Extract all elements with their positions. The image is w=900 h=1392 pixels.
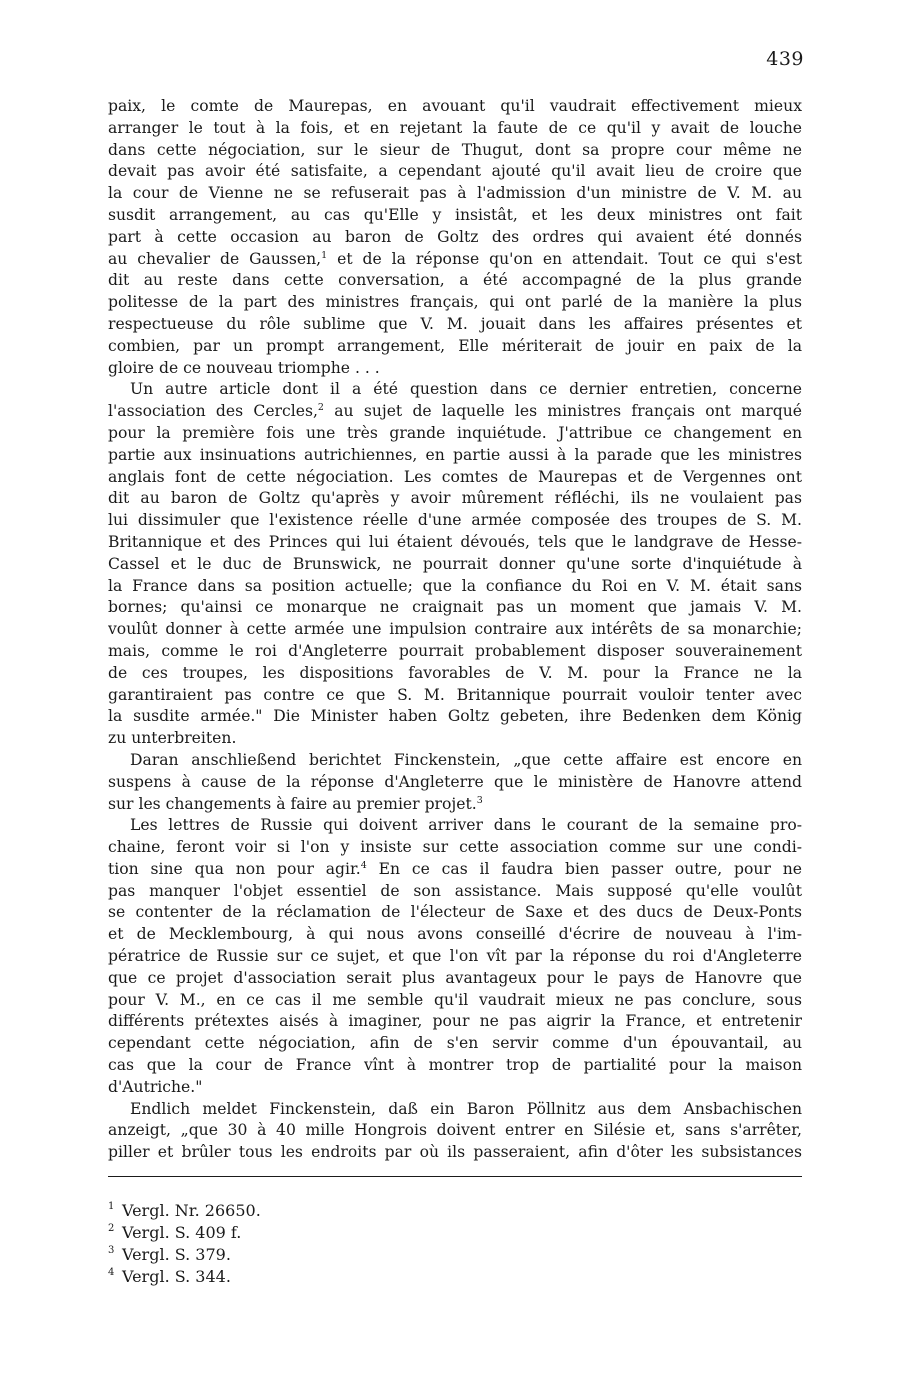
- text-line: [108, 445, 802, 467]
- line-text: politesse de la part des ministres français, qui ont parlé de la manière la plus: [108, 293, 802, 312]
- line-text: d'Autriche.": [108, 1077, 203, 1096]
- line-text: garantiraient pas contre ce que S. M. Britannique pourrait vouloir tenter avec: [108, 685, 802, 704]
- text-line: [108, 118, 802, 140]
- text-line: [108, 924, 802, 946]
- text-line: [108, 663, 802, 685]
- text-line: [108, 1142, 802, 1164]
- footnotes: [108, 1196, 261, 1284]
- line-text: gloire de ce nouveau triomphe . . .: [108, 358, 380, 377]
- line-text: la susdite armée." Die Minister haben Goltz gebeten, ihre Bedenken dem König: [108, 707, 802, 726]
- line-text: chaine, feront voir si l'on y insiste sur cette association comme sur une condi-: [108, 838, 802, 857]
- line-text: Un autre article dont il a été question dans ce dernier entretien, concerne: [130, 380, 802, 399]
- text-line: [108, 292, 802, 314]
- text-line: [108, 358, 802, 380]
- footnote-ref: 3: [476, 794, 483, 806]
- text-line: [108, 140, 802, 162]
- text-line: [108, 837, 802, 859]
- line-text: paix, le comte de Maurepas, en avouant qu'il vaudrait effectivement mieux: [108, 97, 802, 115]
- footnote-number: 3: [108, 1245, 115, 1256]
- line-text: l'association des Cercles,: [108, 402, 318, 421]
- text-line: [108, 772, 802, 794]
- footnote-number: 2: [108, 1223, 115, 1234]
- text-line: [108, 641, 802, 663]
- text-line: [108, 815, 802, 837]
- footnote: [108, 1240, 261, 1262]
- line-text: arranger le tout à la fois, et en rejetant la faute de ce qu'il y avait de louche: [108, 118, 802, 137]
- text-line: [108, 270, 802, 292]
- text-line: [108, 205, 802, 227]
- line-text: piller et brûler tous les endroits par où ils passeraient, afin d'ôter les subsistances: [108, 1143, 802, 1162]
- line-text: cas que la cour de France vînt à montrer trop de partialité pour la maison: [108, 1056, 802, 1075]
- line-text: Les lettres de Russie qui doivent arriver dans le courant de la semaine pro-: [130, 816, 802, 835]
- footnote-separator: [108, 1176, 802, 1177]
- text-line: [108, 1011, 802, 1033]
- line-text: pour la première fois une très grande inquiétude. J'attribue ce changement en: [108, 423, 802, 442]
- line-text: Daran anschließend berichtet Finckenstein, „que cette affaire est encore en: [130, 750, 802, 769]
- line-text: part à cette occasion au baron de Goltz des ordres qui avaient été donnés: [108, 227, 802, 246]
- line-text: respectueuse du rôle sublime que V. M. jouait dans les affaires présentes et: [108, 314, 802, 333]
- line-text: En ce cas il faudra bien passer outre, pour ne: [366, 859, 802, 878]
- footnote-ref: 2: [317, 402, 324, 414]
- line-text: et de la réponse qu'on en attendait. Tout ce qui s'est: [327, 249, 802, 268]
- text-line: [108, 881, 802, 903]
- text-line: [108, 597, 802, 619]
- text-line: [108, 401, 802, 423]
- footnote-ref: 1: [321, 249, 328, 261]
- text-line: [108, 249, 802, 271]
- line-text: tion sine qua non pour agir.: [108, 859, 361, 878]
- line-text: la cour de Vienne ne se refuserait pas à l'admission d'un ministre de V. M. au: [108, 184, 802, 203]
- footnote-text: Vergl. Nr. 26650.: [122, 1201, 261, 1220]
- text-line: [108, 1055, 802, 1077]
- line-text: de ces troupes, les dispositions favorables de V. M. pour la France ne la: [108, 663, 802, 682]
- body-text: [108, 96, 802, 1164]
- footnote-text: Vergl. S. 379.: [122, 1245, 231, 1264]
- line-text: bornes; qu'ainsi ce monarque ne craignait pas un moment que jamais V. M.: [108, 598, 802, 617]
- line-text: anzeigt, „que 30 à 40 mille Hongrois doivent entrer en Silésie et, sans s'arrêter,: [108, 1121, 802, 1140]
- line-text: dit au reste dans cette conversation, a été accompagné de la plus grande: [108, 271, 802, 290]
- text-line: [108, 96, 802, 118]
- line-text: dans cette négociation, sur le sieur de Thugut, dont sa propre cour même ne: [108, 140, 802, 159]
- text-line: [108, 1077, 802, 1099]
- text-line: [108, 379, 802, 401]
- line-text: au chevalier de Gaussen,: [108, 249, 322, 268]
- text-line: [108, 510, 802, 532]
- line-text: au sujet de laquelle les ministres français ont marqué: [323, 402, 802, 421]
- text-line: [108, 706, 802, 728]
- text-line: [108, 576, 802, 598]
- line-text: voulût donner à cette armée une impulsion contraire aux intérêts de sa monarchie;: [108, 620, 802, 639]
- text-line: [108, 1033, 802, 1055]
- text-line: [108, 902, 802, 924]
- footnote: [108, 1262, 261, 1284]
- text-line: [108, 619, 802, 641]
- line-text: lui dissimuler que l'existence réelle d'une armée composée des troupes de S. M.: [108, 511, 802, 530]
- text-line: [108, 161, 802, 183]
- line-text: différents prétextes aisés à imaginer, pour ne pas aigrir la France, et entretenir: [108, 1012, 802, 1031]
- line-text: pératrice de Russie sur ce sujet, et que l'on vît par la réponse du roi d'Angleterre: [108, 947, 802, 966]
- line-text: anglais font de cette négociation. Les comtes de Maurepas et de Vergennes ont: [108, 467, 802, 486]
- footnote-text: Vergl. S. 409 f.: [122, 1223, 242, 1242]
- line-text: pas manquer l'objet essentiel de son assistance. Mais supposé qu'elle voulût: [108, 881, 802, 900]
- line-text: mais, comme le roi d'Angleterre pourrait probablement disposer souverainement: [108, 641, 802, 660]
- text-line: [108, 467, 802, 489]
- text-line: [108, 859, 802, 881]
- text-line: [108, 750, 802, 772]
- line-text: se contenter de la réclamation de l'électeur de Saxe et des ducs de Deux-Ponts: [108, 903, 802, 922]
- line-text: susdit arrangement, au cas qu'Elle y insistât, et les deux ministres ont fait: [108, 205, 802, 224]
- line-text: suspens à cause de la réponse d'Angleterre que le ministère de Hanovre attend: [108, 772, 802, 791]
- line-text: sur les changements à faire au premier projet.: [108, 794, 477, 813]
- line-text: pour V. M., en ce cas il me semble qu'il vaudrait mieux ne pas conclure, sous: [108, 990, 802, 1009]
- footnote-number: 1: [108, 1201, 115, 1212]
- footnote: [108, 1196, 261, 1218]
- text-line: [108, 314, 802, 336]
- text-line: [108, 336, 802, 358]
- footnote-ref: 4: [360, 859, 367, 871]
- text-line: [108, 685, 802, 707]
- text-line: [108, 1120, 802, 1142]
- line-text: partie aux insinuations autrichiennes, en partie aussi à la parade que les ministres: [108, 445, 802, 464]
- line-text: zu unterbreiten.: [108, 729, 237, 748]
- text-line: [108, 946, 802, 968]
- line-text: Britannique et des Princes qui lui étaient dévoués, tels que le landgrave de Hesse-: [108, 532, 802, 551]
- text-line: [108, 794, 802, 816]
- text-line: [108, 423, 802, 445]
- text-line: [108, 488, 802, 510]
- line-text: dit au baron de Goltz qu'après y avoir mûrement réfléchi, ils ne voulaient pas: [108, 489, 802, 508]
- text-line: [108, 728, 802, 750]
- text-line: [108, 554, 802, 576]
- footnote-text: Vergl. S. 344.: [122, 1267, 231, 1286]
- line-text: devait pas avoir été satisfaite, a cependant ajouté qu'il avait lieu de croire que: [108, 162, 802, 181]
- text-line: [108, 183, 802, 205]
- line-text: combien, par un prompt arrangement, Elle mériterait de jouir en paix de la: [108, 336, 802, 355]
- line-text: que ce projet d'association serait plus avantageux pour le pays de Hanovre que: [108, 968, 802, 987]
- text-line: [108, 968, 802, 990]
- page-number: 439: [766, 48, 804, 70]
- line-text: cependant cette négociation, afin de s'en servir comme d'un épouvantail, au: [108, 1034, 802, 1053]
- line-text: Endlich meldet Finckenstein, daß ein Baron Pöllnitz aus dem Ansbachischen: [130, 1099, 802, 1118]
- line-text: et de Mecklembourg, à qui nous avons conseillé d'écrire de nouveau à l'im-: [108, 925, 802, 944]
- text-line: [108, 532, 802, 554]
- text-line: [108, 1099, 802, 1121]
- footnote: [108, 1218, 261, 1240]
- text-line: [108, 990, 802, 1012]
- line-text: Cassel et le duc de Brunswick, ne pourrait donner qu'une sorte d'inquiétude à: [108, 554, 802, 573]
- footnote-number: 4: [108, 1267, 115, 1278]
- text-line: [108, 227, 802, 249]
- line-text: la France dans sa position actuelle; que la confiance du Roi en V. M. était sans: [108, 576, 802, 595]
